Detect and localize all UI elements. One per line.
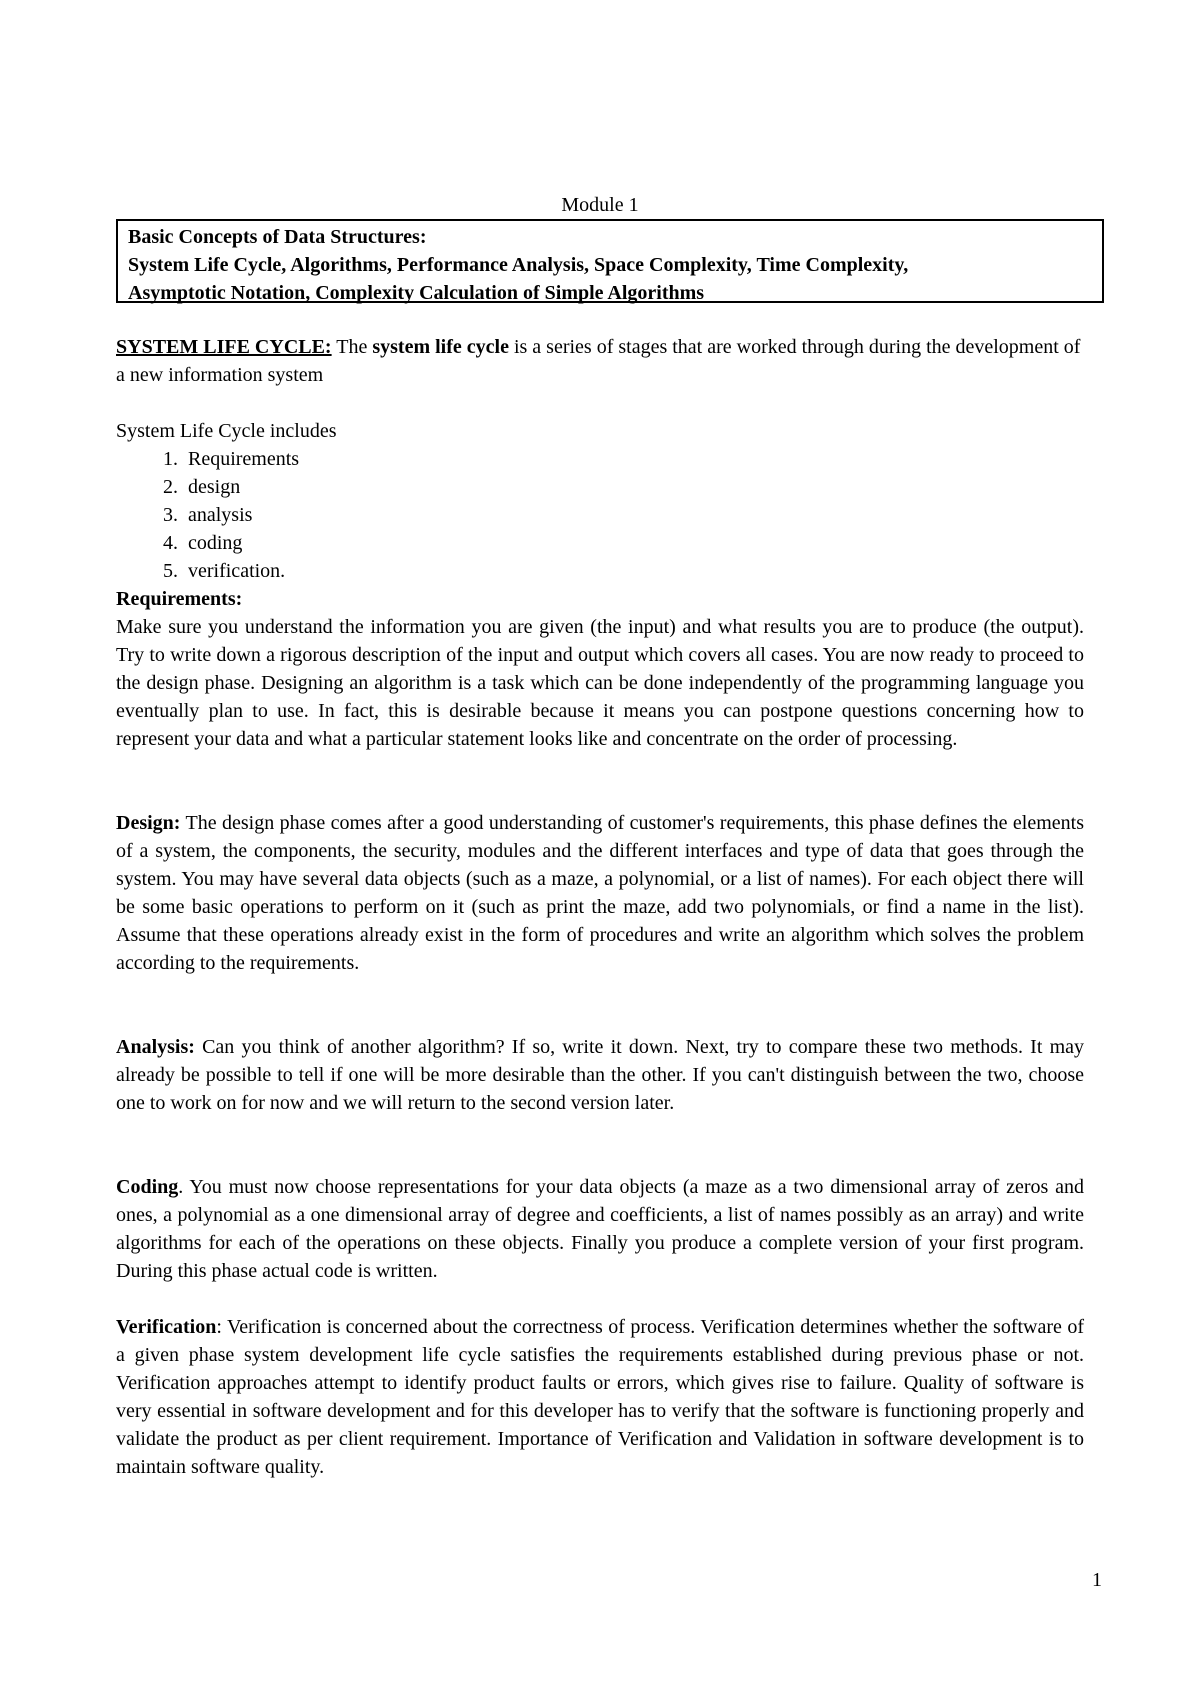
list-item (116, 473, 299, 501)
list-item-number: 2. (163, 476, 178, 498)
intro-text-b: is a series of stages that are worked through during the development of a new information system (116, 336, 1081, 386)
intro-bold-term: system life cycle (372, 336, 509, 358)
intro-paragraph (116, 333, 1084, 389)
list-item-label: analysis (188, 504, 253, 526)
verification-text: : Verification is concerned about the correctness of process. Verification determines whether the software of a given phase system development life cycle satisfies the requirements established during previous phase or not. Verification approaches attempt to identify product faults or errors, which gives rise to failure. Quality of software is very essential in software development and for this developer has to verify that the software is functioning properly and validate the product as per client requirement. Importance of Verification and Validation in software development is to maintain software quality. (116, 1316, 1084, 1478)
stage-list (116, 445, 299, 585)
topic-line-3: Asymptotic Notation, Complexity Calculation of Simple Algorithms (128, 282, 705, 304)
list-item (116, 557, 299, 585)
coding-heading: Coding (116, 1176, 179, 1198)
design-heading: Design: (116, 812, 181, 834)
topic-box (116, 219, 1104, 303)
list-item-number: 5. (163, 560, 178, 582)
verification-heading: Verification (116, 1316, 217, 1338)
design-paragraph (116, 809, 1084, 977)
list-item-label: Requirements (188, 448, 300, 470)
list-item-label: design (188, 476, 241, 498)
coding-paragraph (116, 1173, 1084, 1285)
analysis-paragraph (116, 1033, 1084, 1117)
coding-text: . You must now choose representations for your data objects (a maze as a two dimensional array of zeros and ones, a polynomial as a one dimensional array of degree and coefficients, a list of names possibly as an array) and write algorithms for each of the operations on these objects. Finally you produce a complete version of your first program. During this phase actual code is written. (116, 1176, 1084, 1282)
requirements-heading: Requirements: (116, 588, 243, 610)
list-item-number: 1. (163, 448, 178, 470)
topic-line-1: Basic Concepts of Data Structures: (128, 226, 427, 248)
list-item-label: coding (188, 532, 243, 554)
list-item-number: 3. (163, 504, 178, 526)
list-item (116, 529, 299, 557)
list-item-label: verification. (188, 560, 286, 582)
module-title: Module 1 (561, 194, 639, 216)
topic-line-2: System Life Cycle, Algorithms, Performance Analysis, Space Complexity, Time Complexity, (128, 254, 909, 276)
list-item (116, 445, 299, 473)
design-text: The design phase comes after a good understanding of customer's requirements, this phase defines the elements of a system, the components, the security, modules and the different interfaces and type of data that goes through the system. You may have several data objects (such as a maze, a polynomial, or a list of names). For each object there will be some basic operations to perform on it (such as print the maze, add two polynomials, or find a name in the list). Assume that these operations already exist in the form of procedures and write an algorithm which solves the problem according to the requirements. (116, 812, 1084, 974)
intro-heading: SYSTEM LIFE CYCLE: (116, 336, 332, 358)
verification-paragraph (116, 1313, 1084, 1481)
intro-text-a: The (331, 336, 373, 358)
analysis-heading: Analysis: (116, 1036, 195, 1058)
page-number: 1 (1092, 1569, 1102, 1591)
includes-label: System Life Cycle includes (116, 420, 337, 442)
list-item (116, 501, 299, 529)
list-item-number: 4. (163, 532, 178, 554)
requirements-paragraph: Make sure you understand the information you are given (the input) and what results you are to produce (the output). Try to write down a rigorous description of the input and output which covers all cases. You are now ready to proceed to the design phase. Designing an algorithm is a task which can be done independently of the programming language you eventually plan to use. In fact, this is desirable because it means you can postpone questions concerning how to represent your data and what a particular statement looks like and concentrate on the order of processing. (116, 616, 1084, 750)
analysis-text: Can you think of another algorithm? If so, write it down. Next, try to compare these two methods. It may already be possible to tell if one will be more desirable than the other. If you can't distinguish between the two, choose one to work on for now and we will return to the second version later. (116, 1036, 1084, 1114)
